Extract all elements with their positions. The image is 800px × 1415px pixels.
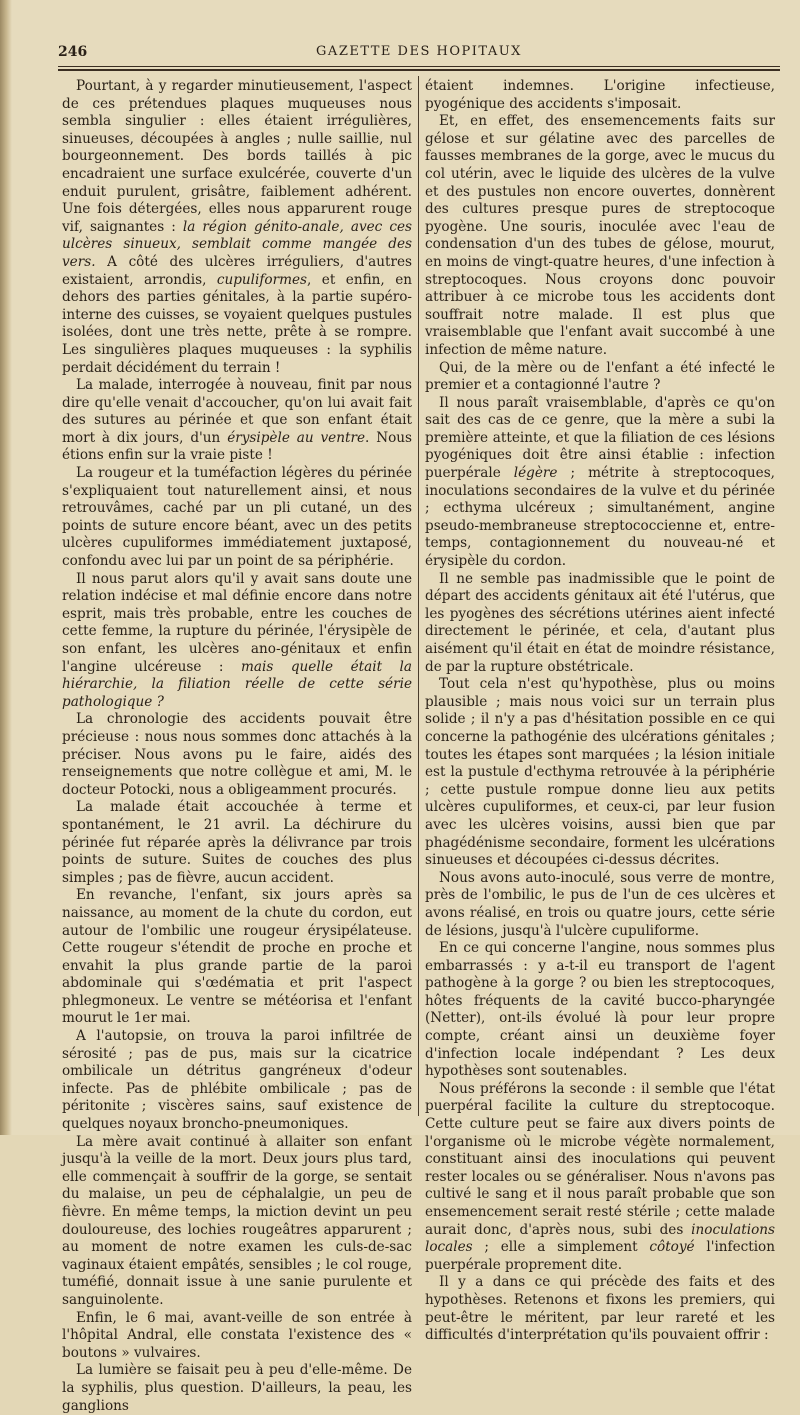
paragraph	[425, 360, 775, 395]
text-run: A côté des ulcères irréguliers, d'autres existaient, arrondis,	[62, 253, 412, 288]
page-header	[58, 44, 780, 64]
paragraph	[425, 676, 775, 870]
text-run: Nous préférons la seconde : il semble que l'état puerpéral facilite la culture du streptocoque. Cette culture peut se faire aux divers points de l'organisme où le microbe végète normalement, constituant ainsi des inoculations qui peuvent rester locales ou se généraliser. Nous n'avons pas cultivé le sang et il nous paraît probable que son ensemencement serait resté stérile ; cette malade aurait donc, d'après nous, subi des	[425, 1080, 775, 1238]
italic-text: cupuliformes	[216, 271, 308, 288]
paragraph	[62, 1134, 412, 1310]
paragraph	[62, 887, 412, 1028]
left-column	[62, 78, 412, 1415]
paragraph	[425, 940, 775, 1081]
italic-text: inoculations locales	[425, 1221, 775, 1256]
text-run: En ce qui concerne l'angine, nous sommes plus embarrassés : y a-t-il eu transport de l'agent pathogène à la gorge ? ou bien les streptocoques, hôtes fréquents de la cavité bucco-pharyngée (Netter), ont-ils évolué là pour leur propre compte, créant ainsi un deuxième foyer d'infection locale indépendant ? Les deux hypothèses sont soutenables.	[425, 940, 775, 1080]
text-run: , et enfin, en dehors des parties génitales, à la partie supéro-interne des cuisses, se voyaient quelques pustules isolées, dont une très nette, prête à se rompre. Les singulières plaques muqueuses : la syphilis perdait décidément du terrain !	[62, 271, 412, 376]
text-run: En revanche, l'enfant, six jours après sa naissance, au moment de la chute du cordon, eut autour de l'ombilic une rougeur érysipélateuse. Cette rougeur s'étendit de proche en proche et envahit la plus grande partie de la paroi abdominale qui s'œdématia et prit l'aspect phlegmoneux. Le ventre se météorisa et l'enfant mourut le 1er mai.	[62, 887, 412, 1027]
paragraph	[62, 799, 412, 887]
text-run: Et, en effet, des ensemencements faits sur gélose et sur gélatine avec des parcelles de fausses membranes de la gorge, avec le mucus du col utérin, avec le liquide des ulcères de la vulve et des pustules non encore ouvertes, donnèrent des cultures presque pures de streptocoque pyogène. Une souris, inoculée avec l'eau de condensation d'un des tubes de gélose, mourut, en moins de vingt-quatre heures, d'une infection à streptocoques. Nous croyons donc pouvoir attribuer à ce microbe tous les accidents dont souffrait notre malade. Il est plus que vraisemblable que l'enfant avait succombé à une infection de même nature.	[425, 113, 775, 358]
text-run: La lumière se faisait peu à peu d'elle-même. De la syphilis, plus question. D'ailleurs, la peau, les ganglions	[62, 1362, 412, 1414]
text-run: A l'autopsie, on trouva la paroi infiltrée de sérosité ; pas de pus, mais sur la cicatrice ombilicale un détritus gangréneux d'odeur infecte. Pas de phlébite ombilicale ; pas de péritonite ; viscères sains, sauf existence de quelques noyaux broncho-pneumoniques.	[62, 1028, 412, 1133]
paragraph	[62, 1362, 412, 1415]
paragraph	[425, 571, 775, 677]
italic-text: la région génito-anale, avec ces ulcères sinueux, semblait comme mangée des vers.	[62, 218, 412, 270]
text-run: Nous avons auto-inoculé, sous verre de montre, près de l'ombilic, le pus de l'un de ces ulcères et avons réalisé, en trois ou quatre jours, cette série de lésions, jusqu'à l'ulcère cupuliforme.	[425, 869, 775, 939]
paragraph	[62, 571, 412, 712]
text-run: ; elle a simplement	[472, 1239, 650, 1256]
text-run: l'infection puerpérale proprement dite.	[425, 1239, 775, 1273]
paragraph	[425, 395, 775, 571]
text-run: Il nous paraît vraisemblable, d'après ce qu'on sait des cas de ce genre, que la mère a subi la première atteinte, et que la filiation de ces lésions pyogéniques doit être ainsi établie : infection puerpérale	[425, 394, 775, 482]
italic-text: côtoyé	[649, 1239, 695, 1256]
page-number: 246	[58, 44, 88, 60]
text-run: Il nous parut alors qu'il y avait sans doute une relation indécise et mal définie encore dans notre esprit, mais très probable, entre les couches de cette femme, la rupture du périnée, l'érysipèle de son enfant, les ulcères ano-génitaux et enfin l'angine ulcéreuse :	[62, 570, 412, 675]
right-column	[425, 78, 775, 1345]
text-run: Pourtant, à y regarder minutieusement, l'aspect de ces prétendues plaques muqueuses nous sembla singulier : elles étaient irrégulières, sinueuses, découpées à angles ; nulle saillie, nul bourgeonnement. Des bords taillés à pic encadraient une surface exulcérée, couverte d'un enduit purulent, grisâtre, faiblement adhérent. Une fois détergées, elles nous apparurent rouge vif, saignantes :	[62, 78, 412, 235]
text-run: La malade, interrogée à nouveau, finit par nous dire qu'elle venait d'accoucher, qu'on lui avait fait des sutures au périnée et que son enfant était mort à dix jours, d'un	[62, 377, 412, 446]
paragraph	[425, 1274, 775, 1344]
paragraph	[62, 1310, 412, 1363]
header-rule-thick	[58, 69, 780, 71]
page-binding-edge	[0, 0, 12, 1135]
text-run: ; métrite à streptocoques, inoculations secondaires de la vulve et du périnée ; ecthyma ulcéreux ; simultanément, angine pseudo-membraneuse streptococcienne et, entre-temps, contagionnement du nouveau-né et érysipèle du cordon.	[425, 465, 775, 570]
text-run: La malade était accouchée à terme et spontanément, le 21 avril. La déchirure du périnée fut réparée après la délivrance par trois points de suture. Suites de couches des plus simples ; pas de fièvre, aucun accident.	[62, 799, 412, 886]
text-run: Il ne semble pas inadmissible que le point de départ des accidents génitaux ait été l'utérus, que les pyogènes des sécrétions utérines aient infecté directement le périnée, et cela, d'autant plus aisément qu'il était en état de moindre résistance, de par la rupture obstétricale.	[425, 570, 775, 675]
italic-text: érysipèle au ventre	[227, 429, 365, 446]
text-run: étaient indemnes. L'origine infectieuse, pyogénique des accidents s'imposait.	[425, 78, 775, 112]
paragraph	[425, 78, 775, 113]
paragraph	[425, 1081, 775, 1275]
paragraph	[62, 711, 412, 799]
text-run: Il y a dans ce qui précède des faits et des hypothèses. Retenons et fixons les premiers, qui peut-être le méritent, par leur rareté et les difficultés d'interprétation qu'ils pouvaient offrir :	[425, 1274, 775, 1344]
italic-text: légère	[513, 465, 558, 482]
text-run: La rougeur et la tuméfaction légères du périnée s'expliquaient tout naturellement ainsi, et nous retrouvâmes, caché par un pli cutané, un des points de suture encore béant, avec un des petits ulcères cupuliformes immédiatement juxtaposé, confondu avec lui par un point de sa périphérie.	[62, 465, 412, 570]
text-run: . Nous étions enfin sur la vraie piste !	[62, 429, 413, 464]
paragraph	[62, 465, 412, 571]
text-run: La mère avait continué à allaiter son enfant jusqu'à la veille de la mort. Deux jours plus tard, elle commençait à souffrir de la gorge, se sentait du malaise, un peu de céphalalgie, un peu de fièvre. En même temps, la miction devint un peu douloureuse, des lochies rougeâtres apparurent ; au moment de notre examen les culs-de-sac vaginaux étaient empâtés, sensibles ; le col rouge, tuméfié, donnait issue à une sanie purulente et sanguinolente.	[62, 1133, 412, 1308]
paragraph	[62, 377, 412, 465]
text-run: Enfin, le 6 mai, avant-veille de son entrée à l'hôpital Andral, elle constata l'existence des « boutons » vulvaires.	[62, 1309, 412, 1361]
paragraph	[62, 1028, 412, 1134]
text-run: La chronologie des accidents pouvait être précieuse : nous nous sommes donc attachés à la préciser. Nous avons pu le faire, aidés des renseignements que notre collègue et ami, M. le docteur Potocki, nous a obligeamment procurés.	[62, 711, 412, 798]
text-run: Tout cela n'est qu'hypothèse, plus ou moins plausible ; mais nous voici sur un terrain plus solide ; il n'y a pas d'hésitation possible en ce qui concerne la pathogénie des ulcérations génitales ; toutes les étapes sont marquées ; la lésion initiale est la pustule d'ecthyma retrouvée à la périphérie ; cette pustule rompue donne lieu aux petits ulcères cupuliformes, et ceux-ci, par leur fusion avec les ulcères voisins, aussi bien que par phagédénisme secondaire, forment les ulcérations sinueuses et découpées ci-dessus décrites.	[425, 676, 775, 869]
paragraph	[62, 78, 412, 377]
paragraph	[425, 113, 775, 359]
text-run: Qui, de la mère ou de l'enfant a été infecté le premier et a contagionné l'autre ?	[425, 359, 775, 394]
column-divider	[418, 76, 419, 1116]
header-rule-thin	[58, 66, 780, 67]
italic-text: mais quelle était la hiérarchie, la filiation réelle de cette série pathologique ?	[62, 658, 412, 710]
paragraph	[425, 870, 775, 940]
journal-title: GAZETTE DES HOPITAUX	[316, 44, 522, 59]
